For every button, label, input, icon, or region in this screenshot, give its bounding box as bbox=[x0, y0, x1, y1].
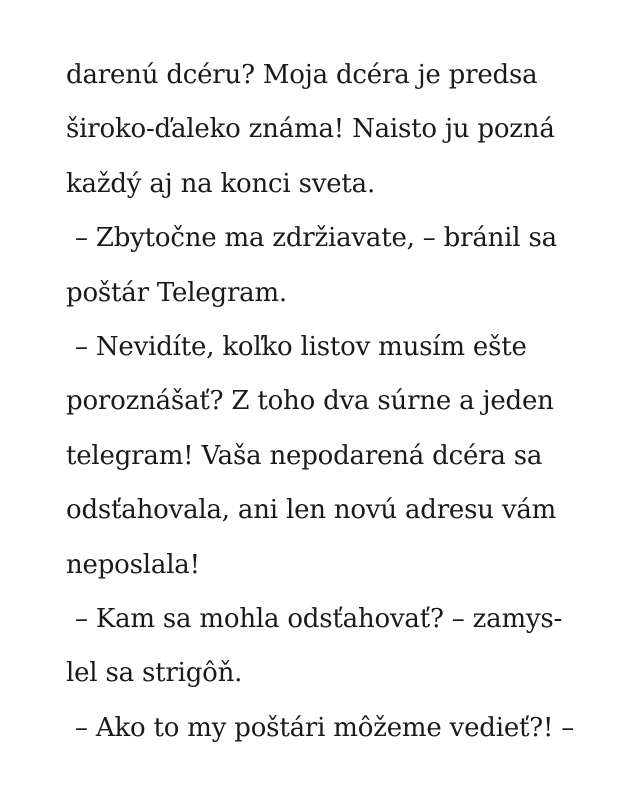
text-line: neposlala! bbox=[66, 549, 200, 580]
text-line: – Ako to my poštári môžeme vedieť?! – bbox=[75, 712, 575, 743]
text-line: každý aj na konci sveta. bbox=[66, 168, 376, 199]
text-line: darenú dcéru? Moja dcéra je predsa bbox=[66, 60, 538, 90]
text-line: lel sa strigôň. bbox=[66, 658, 243, 689]
text-line: poroznášať? Z toho dva súrne a jeden bbox=[66, 386, 554, 417]
text-line: – Kam sa mohla odsťahovať? – zamys- bbox=[75, 604, 563, 635]
text-line: telegram! Vaša nepodarená dcéra sa bbox=[66, 440, 543, 471]
body-text bbox=[66, 48, 586, 755]
text-line: – Zbytočne ma zdržiavate, – bránil sa bbox=[75, 223, 557, 254]
text-line: odsťahovala, ani len novú adresu vám bbox=[66, 495, 557, 526]
text-line: poštár Telegram. bbox=[66, 277, 287, 308]
text-line: – Nevidíte, koľko listov musím ešte bbox=[75, 332, 527, 363]
text-line: široko-ďaleko známa! Naisto ju pozná bbox=[66, 114, 555, 145]
